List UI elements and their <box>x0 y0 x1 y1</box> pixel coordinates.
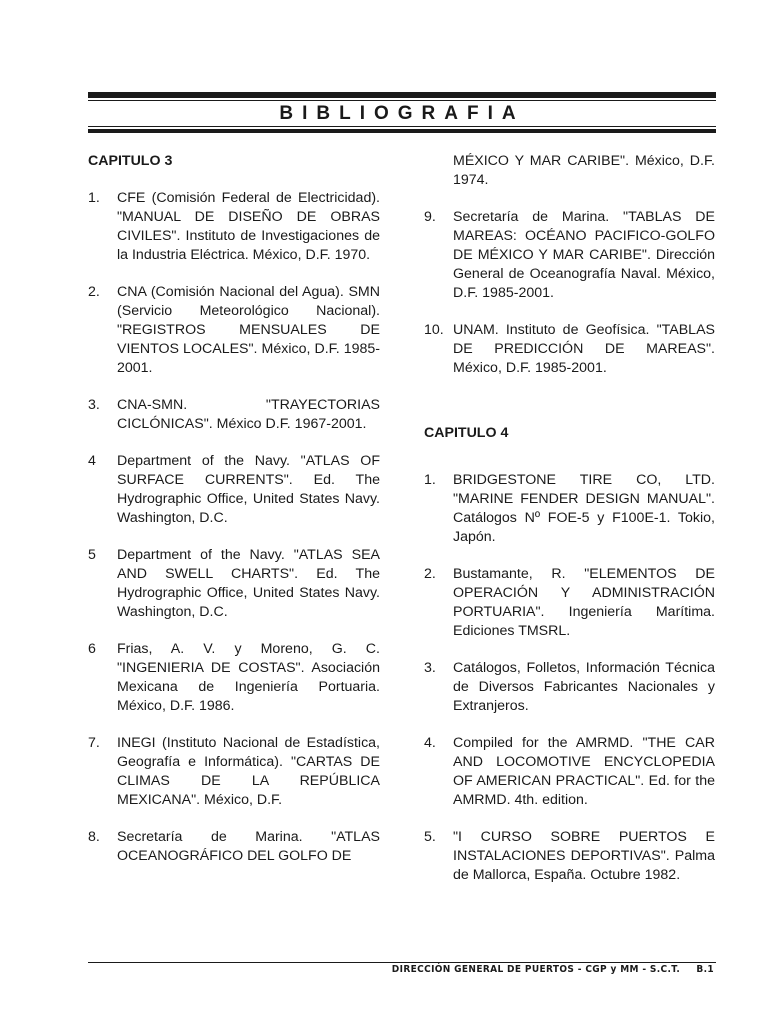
entry-number: 5 <box>88 547 96 563</box>
bibliography-entry <box>88 734 380 810</box>
bibliography-entry <box>424 828 715 885</box>
bibliography-entry <box>424 659 715 716</box>
bibliography-entry <box>424 734 715 810</box>
header-rule-top-thick <box>88 92 716 98</box>
entry-text: Bustamante, R. "ELEMENTOS DE OPERACIÓN Y ADMINISTRACIÓN PORTUARIA". Ingeniería Marítima. Ediciones TMSRL. <box>453 566 715 639</box>
page-number: B.1 <box>696 964 714 975</box>
entry-text: Frias, A. V. y Moreno, G. C. "INGENIERIA DE COSTAS". Asociación Mexicana de Ingeniería Portuaria. México, D.F. 1986. <box>117 641 380 714</box>
entry-text: "I CURSO SOBRE PUERTOS E INSTALACIONES DEPORTIVAS". Palma de Mallorca, España. Octubre 1982. <box>453 829 715 883</box>
entry-number: 5. <box>424 829 436 845</box>
footer-rule <box>88 962 716 963</box>
bibliography-entry <box>88 828 380 866</box>
entry-text: CFE (Comisión Federal de Electricidad). "MANUAL DE DISEÑO DE OBRAS CIVILES". Instituto de Investigaciones de la Industria Eléctrica. México, D.F. 1970. <box>117 190 380 263</box>
entry-text: INEGI (Instituto Nacional de Estadística, Geografía e Informática). "CARTAS DE CLIMAS DE LA REPÚBLICA MEXICANA". México, D.F. <box>117 735 380 808</box>
bibliography-entry <box>88 189 380 265</box>
entry-number: 8. <box>88 829 100 845</box>
bibliography-entry <box>88 546 380 622</box>
section-heading-capitulo-3: CAPITULO 3 <box>88 153 173 169</box>
entry-text: CNA (Comisión Nacional del Agua). SMN (Servicio Meteorológico Nacional). "REGISTROS MENSUALES DE VIENTOS LOCALES". México, D.F. 1985-2001. <box>117 284 380 376</box>
bibliography-entry <box>424 208 715 303</box>
header-rule-bottom-thin <box>88 126 716 127</box>
section-heading-capitulo-4: CAPITULO 4 <box>424 425 509 441</box>
entry-number: 3. <box>424 660 436 676</box>
bibliography-entry <box>88 283 380 378</box>
page-title: BIBLIOGRAFIA <box>279 103 525 124</box>
entry-number: 2. <box>88 284 100 300</box>
entry-number: 3. <box>88 397 100 413</box>
entry-number: 6 <box>88 641 96 657</box>
bibliography-entry <box>424 565 715 641</box>
header-rule-bottom-thick <box>88 129 716 133</box>
bibliography-entry <box>88 452 380 528</box>
entry-text: Secretaría de Marina. "ATLAS OCEANOGRÁFICO DEL GOLFO DE <box>117 829 380 864</box>
entry-text: Secretaría de Marina. "TABLAS DE MAREAS: OCÉANO PACIFICO-GOLFO DE MÉXICO Y MAR CARIBE". Dirección General de Oceanografía Naval. México, D.F. 1985-2001. <box>453 209 715 301</box>
entry-number: 9. <box>424 209 436 225</box>
entry-text: Compiled for the AMRMD. "THE CAR AND LOCOMOTIVE ENCYCLOPEDIA OF AMERICAN PRACTICAL". Ed. for the AMRMD. 4th. edition. <box>453 735 715 808</box>
section-spacer <box>424 396 715 424</box>
entry-text: BRIDGESTONE TIRE CO, LTD. "MARINE FENDER DESIGN MANUAL". Catálogos Nº FOE-5 y F100E-1. Tokio, Japón. <box>453 472 715 545</box>
entry-number: 10. <box>424 322 444 338</box>
bibliography-entry <box>424 471 715 547</box>
entry-text: CNA-SMN. "TRAYECTORIAS CICLÓNICAS". México D.F. 1967-2001. <box>117 397 380 432</box>
entry-number: 4. <box>424 735 436 751</box>
entry-text: UNAM. Instituto de Geofísica. "TABLAS DE PREDICCIÓN DE MAREAS". México, D.F. 1985-2001. <box>453 322 715 376</box>
entry-number: 4 <box>88 453 96 469</box>
entry-number: 1. <box>424 472 436 488</box>
page-footer <box>392 964 714 975</box>
bibliography-entry <box>88 396 380 434</box>
entry-text: Department of the Navy. "ATLAS SEA AND SWELL CHARTS". Ed. The Hydrographic Office, United States Navy. Washington, D.C. <box>117 547 380 620</box>
entry-number: 2. <box>424 566 436 582</box>
entry-number: 1. <box>88 190 100 206</box>
right-column <box>424 152 715 903</box>
entry-number: 7. <box>88 735 100 751</box>
bibliography-entry <box>424 321 715 378</box>
entry-continuation: MÉXICO Y MAR CARIBE". México, D.F. 1974. <box>453 153 715 188</box>
bibliography-entry <box>88 640 380 716</box>
left-column <box>88 152 380 884</box>
footer-org: DIRECCIÓN GENERAL DE PUERTOS - CGP y MM - S.C.T. <box>391 964 681 975</box>
entry-text: Department of the Navy. "ATLAS OF SURFACE CURRENTS". Ed. The Hydrographic Office, United States Navy. Washington, D.C. <box>117 453 380 526</box>
entry-text: Catálogos, Folletos, Información Técnica de Diversos Fabricantes Nacionales y Extranjeros. <box>453 660 715 714</box>
